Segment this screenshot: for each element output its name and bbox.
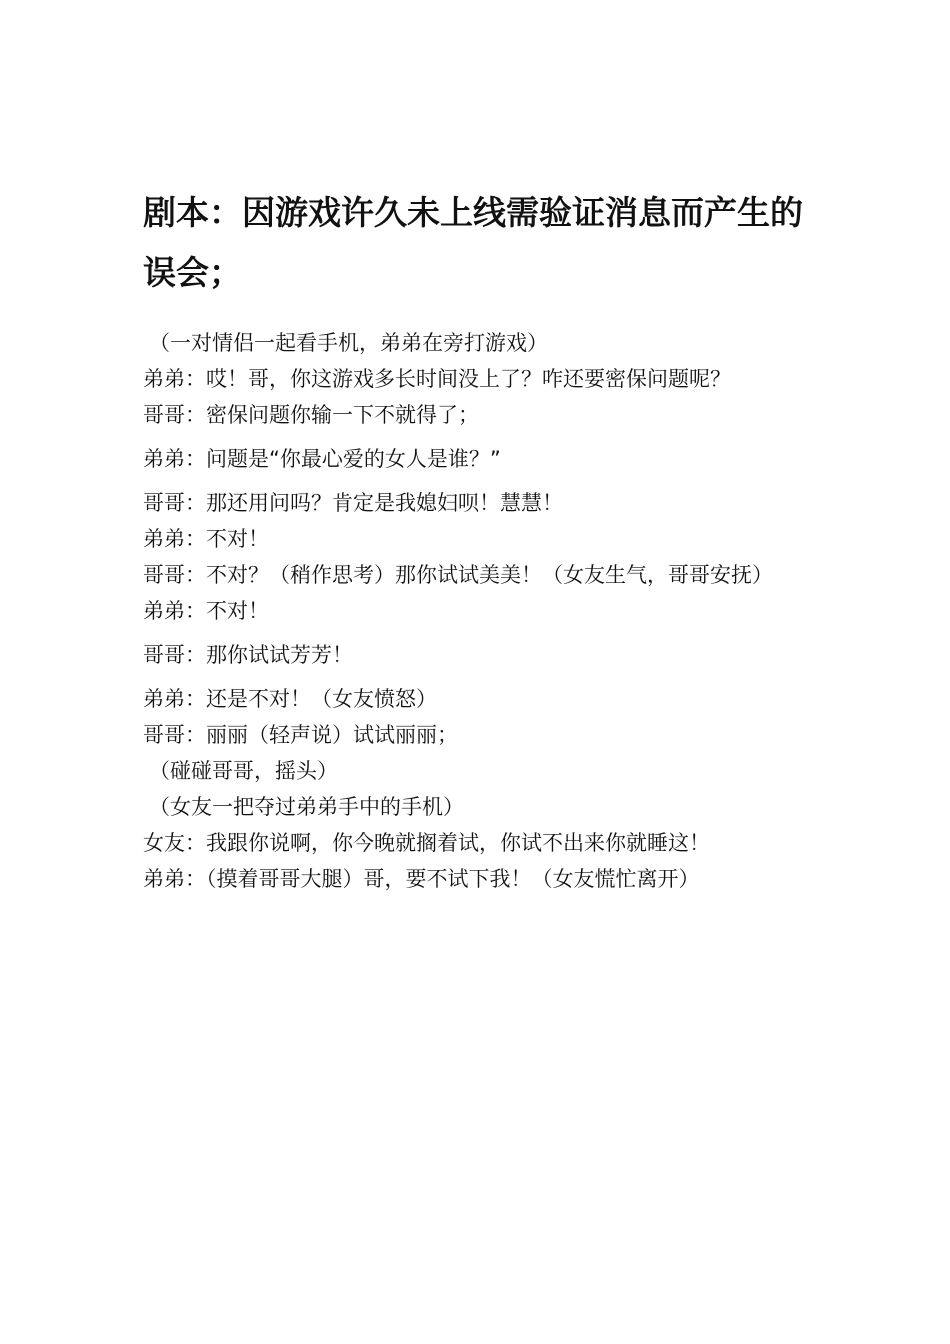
dialogue-line: 哥哥：不对？（稍作思考）那你试试美美！（女友生气，哥哥安抚） [143, 563, 773, 587]
stage-direction: （一对情侣一起看手机，弟弟在旁打游戏） [149, 331, 548, 355]
dialogue-line: 哥哥：那你试试芳芳！ [143, 643, 353, 667]
stage-direction: （女友一把夺过弟弟手中的手机） [149, 795, 464, 819]
script-body [143, 325, 863, 897]
dialogue-line: 哥哥：那还用问吗？肯定是我媳妇呗！慧慧！ [143, 491, 563, 515]
dialogue-line: 哥哥：密保问题你输一下不就得了； [143, 403, 479, 427]
dialogue-line: 弟弟：还是不对！（女友愤怒） [143, 687, 437, 711]
dialogue-line: 弟弟：不对！ [143, 599, 269, 623]
dialogue-line: 哥哥：丽丽（轻声说）试试丽丽； [143, 723, 458, 747]
dialogue-line: 弟弟：（摸着哥哥大腿）哥，要不试下我！（女友慌忙离开） [143, 867, 700, 891]
dialogue-line: 弟弟：问题是“你最心爱的女人是谁？” [143, 447, 501, 471]
dialogue-line: 弟弟：哎！哥，你这游戏多长时间没上了？咋还要密保问题呢？ [143, 367, 731, 391]
stage-direction: （碰碰哥哥，摇头） [149, 759, 338, 783]
script-title: 剧本：因游戏许久未上线需验证消息而产生的误会； [143, 193, 803, 292]
dialogue-line: 弟弟：不对！ [143, 527, 269, 551]
dialogue-line: 女友：我跟你说啊，你今晚就搁着试，你试不出来你就睡这！ [143, 831, 710, 855]
